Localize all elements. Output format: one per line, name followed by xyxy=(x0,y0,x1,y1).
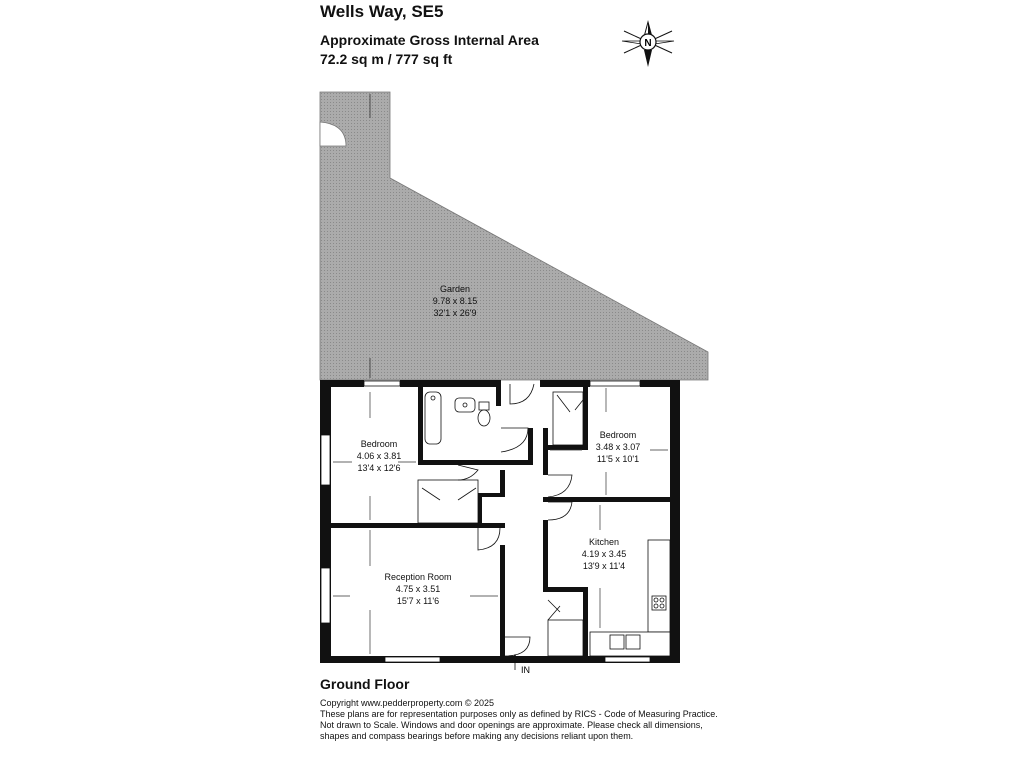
garden-area xyxy=(320,92,708,380)
reception-imperial: 15'7 x 11'6 xyxy=(396,596,440,606)
compass-icon xyxy=(622,22,674,67)
label-kitchen xyxy=(582,537,627,571)
bedroom1-name: Bedroom xyxy=(360,439,398,449)
bedroom1-metric: 4.06 x 3.81 xyxy=(356,451,402,461)
reception-metric: 4.75 x 3.51 xyxy=(395,584,441,594)
copyright-text: Copyright www.pedderproperty.com © 2025 xyxy=(320,698,495,708)
compass-north-label: N xyxy=(644,38,652,49)
label-reception xyxy=(384,572,451,606)
kitchen-name: Kitchen xyxy=(588,537,620,547)
floor-label: Ground Floor xyxy=(320,676,410,692)
garden-name: Garden xyxy=(439,284,471,294)
label-bedroom-1 xyxy=(357,439,402,473)
disclaimer-text: These plans are for representation purposes only as defined by RICS - Code of Measuring Practice. Not drawn to Scale. Windows and door openings are approximate. Please check all dimensions, shapes and compass bearings before making any decisions reliant upon them. xyxy=(320,709,718,741)
area-value: 72.2 sq m / 777 sq ft xyxy=(320,51,453,67)
bedroom1-imperial: 13'4 x 12'6 xyxy=(357,463,401,473)
label-bedroom-2 xyxy=(596,430,641,464)
bedroom2-imperial: 11'5 x 10'1 xyxy=(596,454,640,464)
kitchen-imperial: 13'9 x 11'4 xyxy=(582,561,626,571)
footer-notes xyxy=(320,698,730,742)
garden-imperial: 32'1 x 26'9 xyxy=(433,308,477,318)
area-label: Approximate Gross Internal Area xyxy=(320,32,539,48)
bathroom-fixtures xyxy=(425,392,490,444)
garden-metric: 9.78 x 8.15 xyxy=(432,296,478,306)
property-title: Wells Way, SE5 xyxy=(320,2,444,21)
bedroom2-metric: 3.48 x 3.07 xyxy=(595,442,641,452)
reception-name: Reception Room xyxy=(384,572,452,582)
floor-walls xyxy=(320,380,680,663)
kitchen-metric: 4.19 x 3.45 xyxy=(581,549,627,559)
bedroom2-name: Bedroom xyxy=(599,430,637,440)
entrance-label: IN xyxy=(521,665,530,675)
